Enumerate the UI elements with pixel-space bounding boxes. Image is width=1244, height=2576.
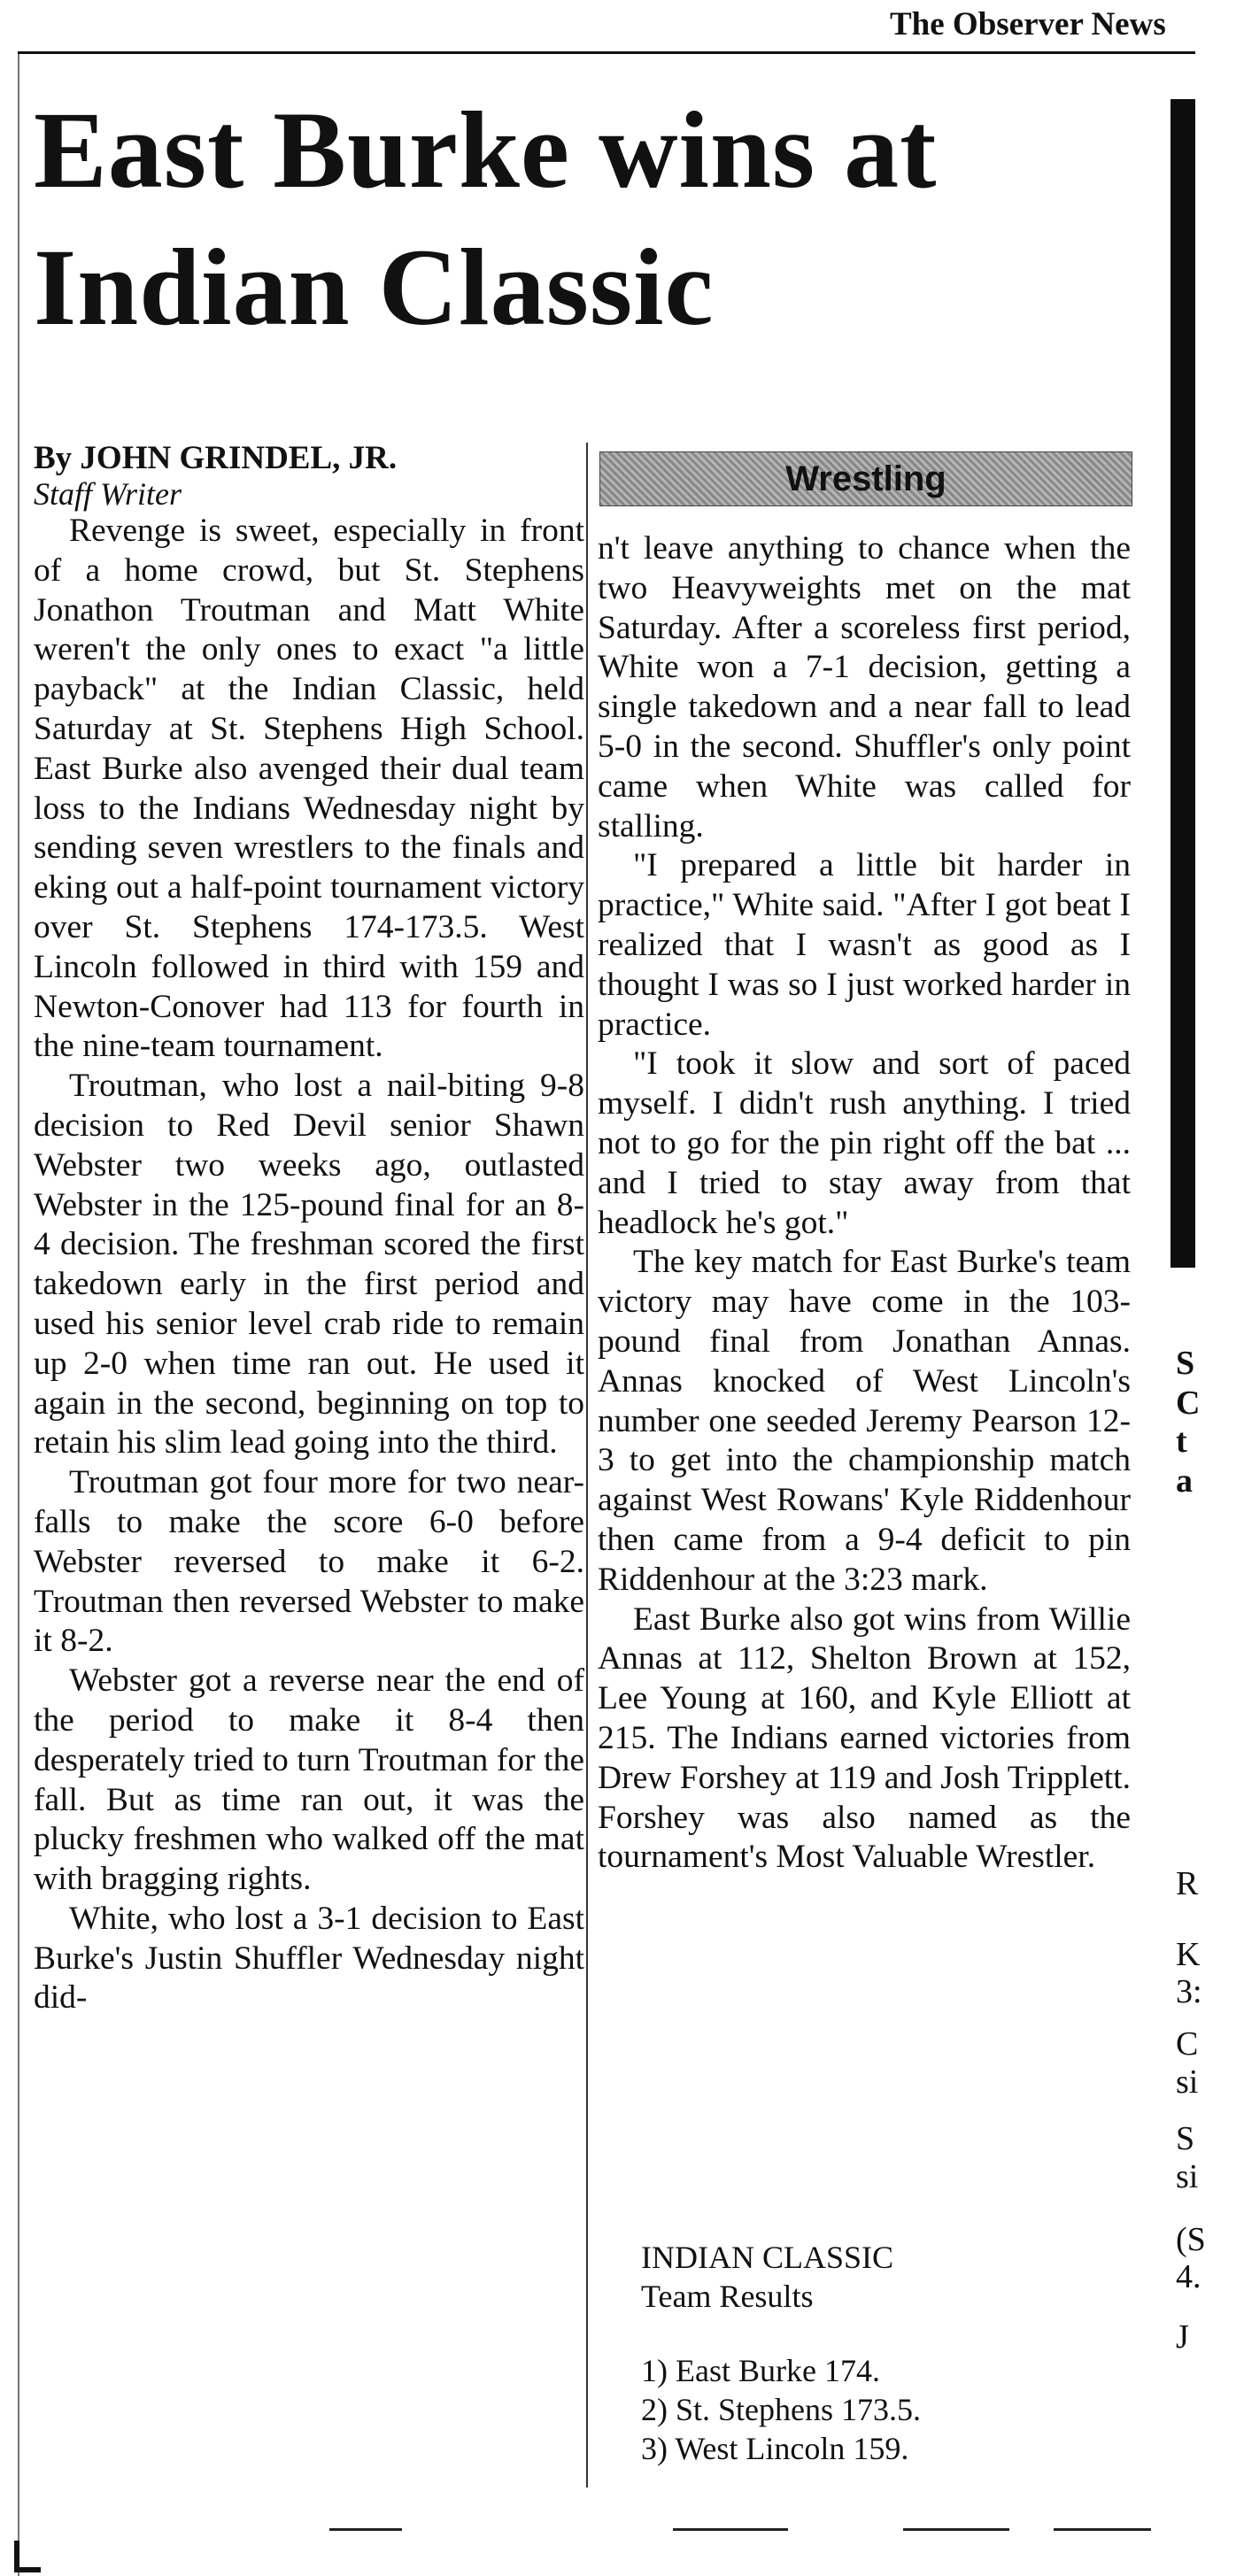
results-item: 2) St. Stephens 173.5. [641,2392,922,2427]
paragraph: White, who lost a 3-1 decision to East Burke's Justin Shuffler Wednesday night did- [34,1900,584,2017]
byline: By JOHN GRINDEL, JR. [34,440,398,476]
team-results-box [641,2238,921,2468]
article-column-1 [34,441,584,2018]
results-title: INDIAN CLASSIC [641,2240,894,2275]
paragraph: Troutman got four more for two near-falls to make the score 6-0 before Webster reversed to make it 6-2. Troutman then reversed Webster to make it 8-2. [34,1464,584,1660]
adjacent-text-fragment: K [1176,1936,1201,1973]
adjacent-text-fragment: S [1176,2120,1195,2157]
adjacent-text-fragment: C [1176,1384,1201,1422]
results-subtitle: Team Results [641,2279,814,2314]
adjacent-text-fragment: R [1176,1865,1199,1902]
paragraph: Webster got a reverse near the end of the period to make it 8-4 then desperately tried to turn Troutman for the fall. But as time ran out, it was the plucky freshmen who walked off the mat with bragging rights. [34,1662,584,1898]
adjacent-text-fragment: J [1176,2318,1189,2356]
article-column-2 [598,529,1131,1878]
column-divider [586,443,588,2487]
adjacent-text-fragment: a [1176,1462,1193,1500]
bottom-rule-segment [673,2528,788,2531]
adjacent-text-fragment: C [1176,2025,1199,2063]
results-list [641,2351,921,2468]
adjacent-text-fragment: si [1176,2063,1199,2101]
paragraph: Revenge is sweet, especially in front of a home crowd, but St. Stephens Jonathon Troutman and Matt White weren't the only ones to exact "a little payback" at the Indian Classic, held Saturday at St. Stephens High School. East Burke also avenged their dual team loss to the Indians Wednesday night by sending seven wrestlers to the finals and eking out a half-point tournament victory over St. Stephens 174-173.5. West Lincoln followed in third with 159 and Newton-Conover had 113 for fourth in the nine-team tournament. [34,513,584,1065]
adjacent-text-fragment: 3: [1176,1973,1202,2010]
headline: East Burke wins at Indian Classic [34,89,938,348]
adjacent-text-fragment: S [1176,1345,1195,1382]
bottom-rule-segment [1054,2528,1151,2531]
section-banner [599,451,1132,506]
paragraph: "I prepared a little bit harder in practice," White said. "After I got beat I realized that I wasn't as good as I thought I was so I just worked harder in practice. [598,847,1131,1043]
adjacent-photo-edge [1171,99,1195,1268]
paragraph: East Burke also got wins from Willie Annas at 112, Shelton Brown at 152, Lee Young at 160, and Kyle Elliott at 215. The Indians earned victories from Drew Forshey at 119 and Josh Tripplett. Forshey was also named as the tournament's Most Valuable Wrestler. [598,1600,1131,1876]
adjacent-text-fragment: 4. [1176,2258,1202,2295]
paragraph: Troutman, who lost a nail-biting 9-8 decision to Red Devil senior Shawn Webster two weeks ago, outlasted Webster in the 125-pound final for an 8-4 decision. The freshman scored the first takedown early in the first period and used his senior level crab ride to remain up 2-0 when time ran out. He used it again in the second, beginning on top to retain his slim lead going into the third. [34,1068,584,1462]
results-item: 1) East Burke 174. [641,2353,880,2388]
top-rule [18,51,1195,54]
bottom-rule-segment [903,2528,1009,2531]
bottom-rule-segment [329,2528,402,2531]
paragraph: The key match for East Burke's team victory may have come in the 103-pound final from Jonathan Annas. Annas knocked of West Lincoln's number one seeded Jeremy Pearson 12-3 to get into the championship match against West Rowans' Kyle Riddenhour then came from a 9-4 deficit to pin Riddenhour at the 3:23 mark. [598,1244,1131,1598]
byline-role: Staff Writer [34,476,182,512]
page-corner-mark [14,2541,41,2572]
adjacent-text-fragment: t [1176,1423,1187,1460]
results-item: 3) West Lincoln 159. [641,2431,909,2466]
masthead: The Observer News [890,6,1166,42]
left-column-rule [18,53,19,2576]
adjacent-text-fragment: si [1176,2158,1199,2195]
section-label: Wrestling [785,459,947,498]
paragraph: n't leave anything to chance when the two Heavyweights met on the mat Saturday. After a scoreless first period, White won a 7-1 decision, getting a single takedown and a near fall to lead 5-0 in the second. Shuffler's only point came when White was called for stalling. [598,530,1131,845]
adjacent-text-fragment: (S [1176,2221,1206,2258]
paragraph: "I took it slow and sort of paced myself. I didn't rush anything. I tried not to go for the pin right off the bat ... and I tried to stay away from that headlock he's got." [598,1045,1131,1241]
